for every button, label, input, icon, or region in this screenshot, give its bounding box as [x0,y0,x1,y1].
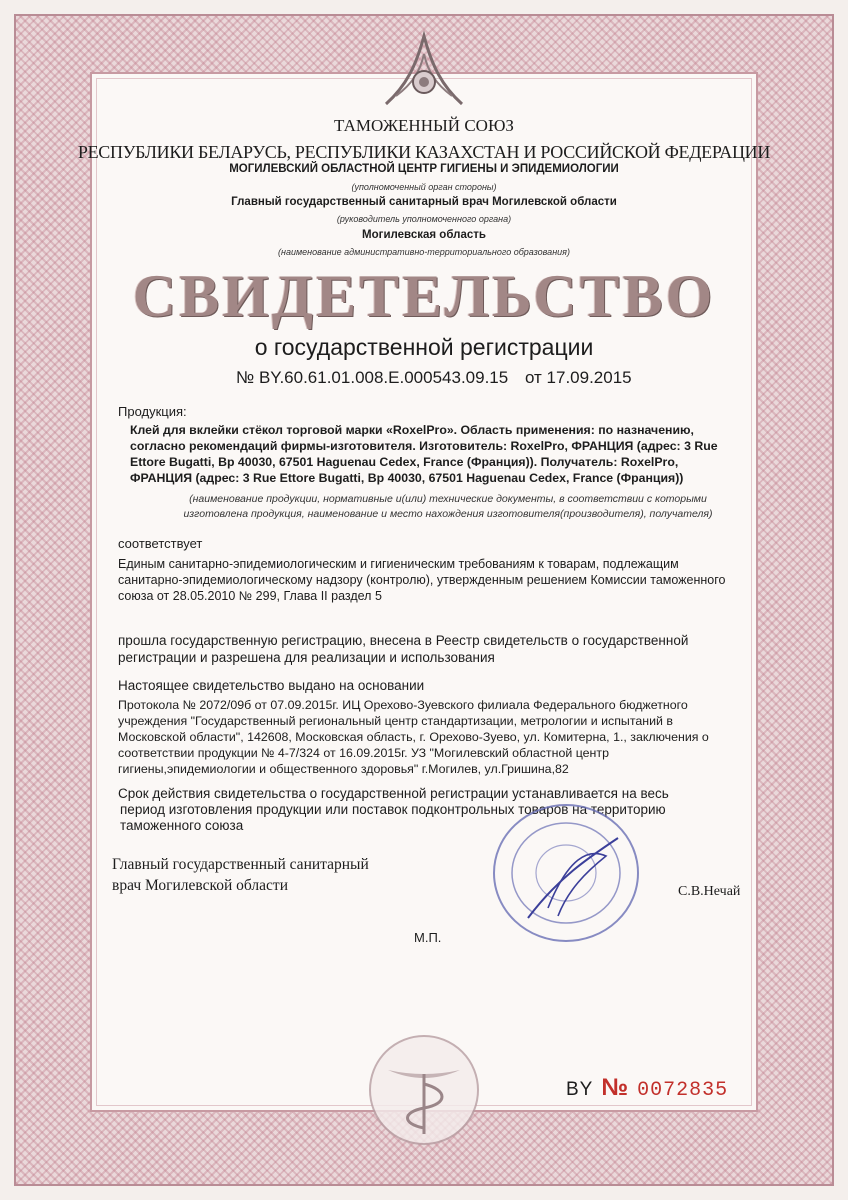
validity-line: Срок действия свидетельства о государственной регистрации устанавливается на весь [118,786,669,801]
registration-line: прошла государственную регистрацию, внесена в Реестр свидетельств о государственной [118,633,689,648]
head-note: (руководитель уполномоченного органа) [336,214,512,224]
seal-place-mark: М.П. [414,930,442,945]
signatory-title-line2: врач Могилевской области [112,877,288,894]
product-description [130,422,718,486]
product-line: согласно рекомендаций фирмы-изготовителя. Изготовитель: RoxelPro, ФРАНЦИЯ (адрес: 3 Rue [130,439,718,453]
form-serial-number [566,1074,728,1102]
region-name: Могилевская область [362,229,486,241]
validity-line: таможенного союза [120,818,244,833]
product-line: ФРАНЦИЯ (адрес: 3 Rue Ettore Bugatti, Bp 40030, 67501 Haguenau Cedex, France (Франция)) [130,471,684,485]
product-label: Продукция: [118,404,187,419]
countries-title: РЕСПУБЛИКИ БЕЛАРУСЬ, РЕСПУБЛИКИ КАЗАХСТАН И РОССИЙСКОЙ ФЕДЕРАЦИИ [77,142,771,162]
registration-number: № BY.60.61.01.008.Е.000543.09.15 [236,368,509,387]
basis-line: Московской области", 142608, Московская область, г. Орехово-Зуево, ул. Комитерна, 1., заключения о [118,730,709,744]
basis-label: Настоящее свидетельство выдано на основании [118,678,425,693]
conformity-label: соответствует [118,536,203,551]
region-note: (наименование административно-территориального образования) [278,247,570,257]
certificate-number [236,368,632,388]
signatory-name: С.В.Нечай [678,884,741,899]
basis-line: соответствии продукции № 4-7/324 от 16.09.2015г. УЗ "Могилевский областной центр [118,746,609,760]
registration-date: от 17.09.2015 [524,368,632,387]
basis-line: учреждения "Государственный региональный центр стандартизации, метрологии и испытаний в [118,714,673,728]
product-note-line: (наименование продукции, нормативные и(или) технические документы, в соответствии с которыми [189,493,707,505]
union-title: ТАМОЖЕННЫЙ СОЮЗ [334,116,514,135]
serial-no-sign: № [601,1074,630,1101]
head-title: Главный государственный санитарный врач Могилевской области [231,196,617,208]
basis-line: гигиены,эпидемиологии и общественного здоровья" г.Могилев, ул.Гришина,82 [118,762,569,776]
basis-line: Протокола № 2072/09б от 07.09.2015г. ИЦ Орехово-Зуевского филиала Федерального бюджетного [118,698,688,712]
certificate-subtitle: о государственной регистрации [254,334,594,360]
serial-country: BY [566,1079,594,1100]
conformity-line: союза от 28.05.2010 № 299, Глава II раздел 5 [118,589,382,603]
basis-text [118,697,709,777]
validity-line: период изготовления продукции или поставок подконтрольных товаров на территорию [120,802,666,817]
product-note-line: изготовлена продукция, наименование и место нахождения изготовителя(производителя), получателя) [183,508,713,520]
conformity-line: санитарно-эпидемиологическому надзору (контролю), утвержденным решением Комиссии таможенного [118,573,726,587]
registration-text [118,632,688,666]
authority-name: МОГИЛЕВСКИЙ ОБЛАСТНОЙ ЦЕНТР ГИГИЕНЫ И ЭПИДЕМИОЛОГИИ [229,163,619,175]
conformity-text [118,556,726,604]
medical-emblem-icon [366,1030,482,1148]
certificate-title: СВИДЕТЕЛЬСТВО [132,263,716,329]
product-line: Ettore Bugatti, Bp 40030, 67501 Haguenau Cedex, France (Франция)). Получатель: RoxelPro, [130,455,679,469]
customs-union-emblem-icon [376,26,472,112]
serial-number: 0072835 [637,1079,729,1102]
conformity-line: Единым санитарно-эпидемиологическим и гигиеническим требованиям к товарам, подлежащим [118,557,679,571]
signatory-title-line1: Главный государственный санитарный [112,856,369,873]
product-line: Клей для вклейки стёкол торговой марки «RoxelPro». Область применения: по назначению, [130,423,694,437]
registration-line: регистрации и разрешена для реализации и использования [118,650,495,665]
official-seal-icon [488,798,644,948]
product-note [148,492,748,522]
authority-note: (уполномоченный орган стороны) [351,182,497,192]
